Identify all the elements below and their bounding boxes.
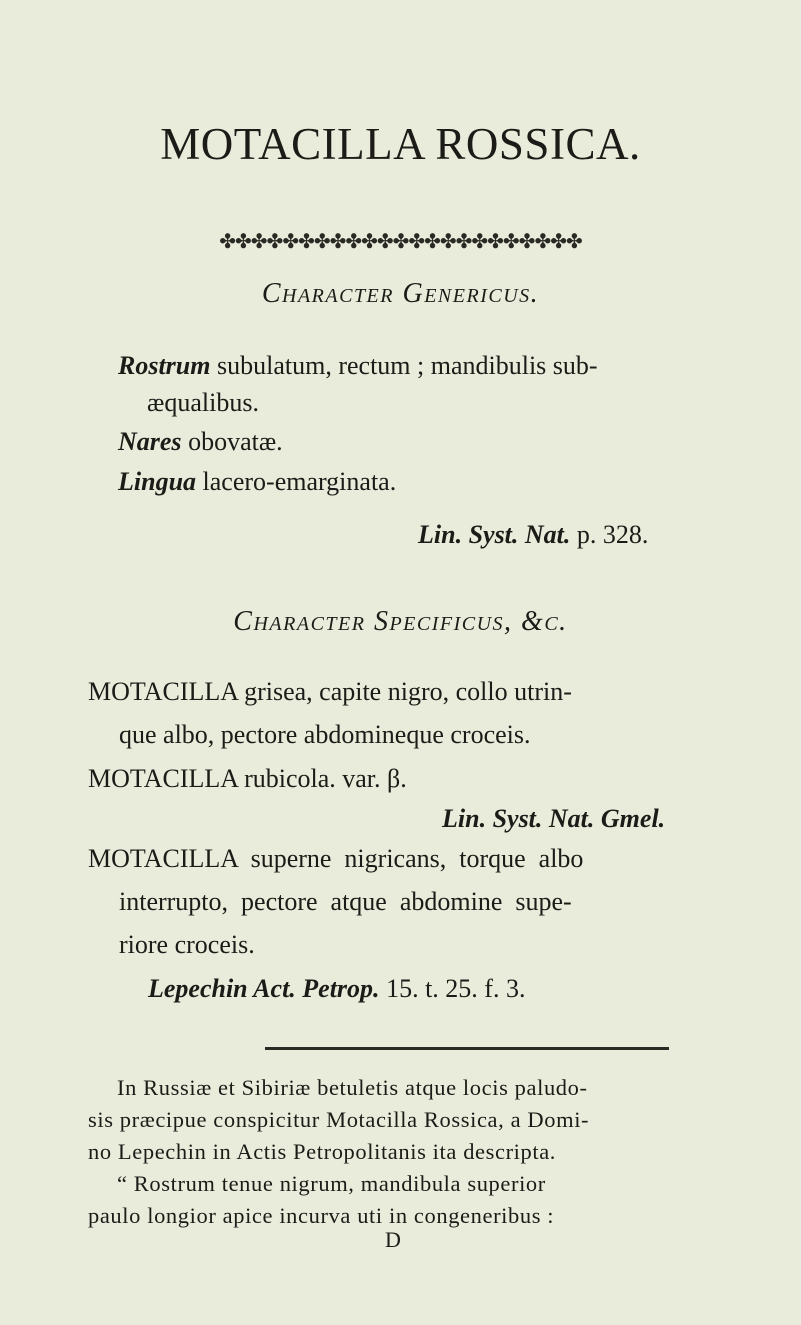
body-line-2: sis præcipue conspicitur Motacilla Rossica, a Domi- [88, 1107, 590, 1132]
lepechin-location: 15. t. 25. f. 3. [379, 974, 526, 1003]
entry3-continuation: interrupto, pectore atque abdomine supe- [119, 887, 572, 916]
rostrum-term: Rostrum [118, 351, 211, 380]
nares-term: Nares [118, 427, 182, 456]
entry3-line: MOTACILLA superne nigricans, torque albo [88, 844, 584, 873]
character-genericus-heading: Character Genericus. [261, 278, 540, 309]
entry2-line: MOTACILLA rubicola. var. β. [88, 764, 407, 793]
signature-mark: D [385, 1227, 401, 1252]
entry1-name: MOTACILLA [88, 677, 238, 706]
nares-line [118, 427, 283, 457]
rostrum-text: subulatum, rectum ; mandibulis sub- [210, 351, 598, 380]
body-line-1: In Russiæ et Sibiriæ betuletis atque locis paludo- [117, 1075, 588, 1100]
rostrum-continuation: æqualibus. [147, 388, 259, 417]
lepechin-title: Lepechin Act. Petrop. [148, 974, 380, 1003]
rostrum-line [118, 351, 598, 381]
reference-title: Lin. Syst. Nat. [418, 520, 571, 549]
body-line-3: no Lepechin in Actis Petropolitanis ita descripta. [88, 1139, 557, 1164]
page-title: MOTACILLA ROSSICA. [160, 119, 641, 169]
entry2-reference: Lin. Syst. Nat. Gmel. [442, 804, 666, 833]
section-rule [265, 1047, 669, 1050]
lingua-term: Lingua [118, 467, 197, 496]
linnaeus-reference [418, 520, 648, 550]
reference-page: p. 328. [570, 520, 649, 549]
entry1-text: grisea, capite nigro, collo utrin- [237, 677, 572, 706]
lepechin-reference [148, 974, 525, 1004]
body-line-5: paulo longior apice incurva uti in congeneribus : [88, 1203, 555, 1228]
character-specificus-heading: Character Specificus, &c. [233, 606, 568, 637]
ornamental-divider: ✤✤✤✤✤✤✤✤✤✤✤✤✤✤✤✤✤✤✤✤✤✤✤ [219, 231, 582, 253]
nares-text: obovatæ. [181, 427, 283, 456]
body-line-4: “ Rostrum tenue nigrum, mandibula superior [117, 1171, 546, 1196]
entry3-continuation-2: riore croceis. [119, 930, 255, 959]
entry1-continuation: que albo, pectore abdomineque croceis. [119, 720, 531, 749]
lingua-line [118, 467, 396, 497]
entry1-line [88, 677, 572, 707]
lingua-text: lacero-emarginata. [196, 467, 397, 496]
